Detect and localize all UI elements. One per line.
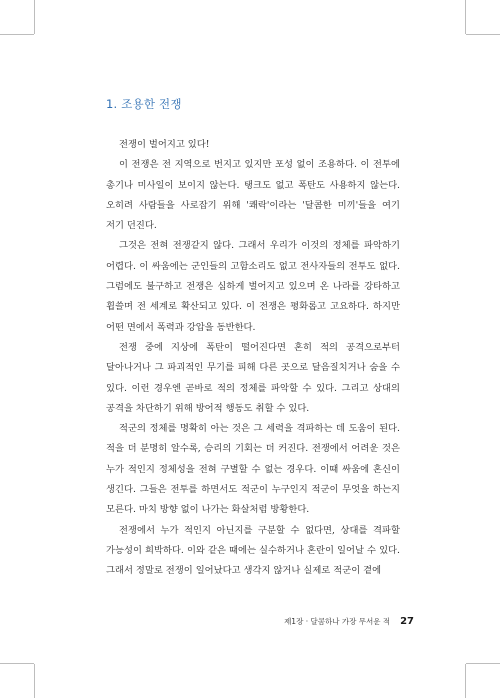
paragraph: 이 전쟁은 전 지역으로 번지고 있지만 포성 없이 조용하다. 이 전투에 총기나 미사일이 보이지 않는다. 탱크도 없고 폭탄도 사용하지 않는다. 오히려 사람들을 사로잡기 위해 '쾌락'이라는 '달콤한 미끼'들을 여기 저기 던진다. <box>106 159 400 232</box>
crop-mark <box>34 664 35 698</box>
crop-mark <box>466 663 500 664</box>
page-footer <box>284 616 414 627</box>
paragraph: 전쟁에서 누가 적인지 아닌지를 구분할 수 없다면, 상대를 격파할 가능성이 희박하다. 이와 같은 때에는 실수하거나 혼란이 일어날 수 있다. 그래서 정말로 전쟁이 일어났다고 생각지 않거나 실제로 적군이 곁에 <box>106 524 400 577</box>
crop-mark <box>465 0 466 34</box>
crop-mark <box>466 34 500 35</box>
page-number: 27 <box>400 616 414 627</box>
paragraph: 전쟁이 벌어지고 있다! <box>119 139 210 150</box>
paragraph: 적군의 정체를 명확히 아는 것은 그 세력을 격파하는 데 도움이 된다. 적을 더 분명히 알수록, 승리의 기회는 더 커진다. 전쟁에서 어려운 것은 누가 적인지 정체성을 전혀 구별할 수 없는 경우다. 이때 싸움에 혼신이 생긴다. 그들은 전투를 하면서도 적군이 누구인지 적군이 무엇을 하는지 모른다. 마치 방향 없이 나가는 화살처럼 방황한다. <box>106 423 400 516</box>
running-footer-chapter: 제1장 · 달콤하나 가장 무서운 적 <box>284 617 391 626</box>
crop-mark <box>0 34 34 35</box>
paragraph: 전쟁 중에 지상에 폭탄이 떨어진다면 혼히 적의 공격으로부터 달아나거나 그 파괴적인 무기를 피해 다른 곳으로 달음질치거나 숨을 수 있다. 이런 경우엔 곧바로 적의 정체를 파악할 수 있다. 그리고 상대의 공격을 차단하기 위해 방어적 행동도 취할 수 있다. <box>106 341 400 414</box>
crop-mark <box>465 664 466 698</box>
crop-mark <box>34 0 35 34</box>
crop-mark <box>0 663 34 664</box>
paragraph: 그것은 전혀 전쟁같지 않다. 그래서 우리가 이것의 정체를 파악하기 어렵다. 이 싸움에는 군인들의 고함소리도 없고 전사자들의 전투도 없다. 그럼에도 불구하고 전쟁은 심하게 벌어지고 있으며 온 나라를 강타하고 휩쓸며 전 세계로 확산되고 있다. 이 전쟁은 평화롭고 고요하다. 하지만 어떤 면에서 폭력과 강압을 동반한다. <box>106 240 400 333</box>
section-title: 1. 조용한 전쟁 <box>106 97 182 111</box>
body-text <box>106 135 400 582</box>
